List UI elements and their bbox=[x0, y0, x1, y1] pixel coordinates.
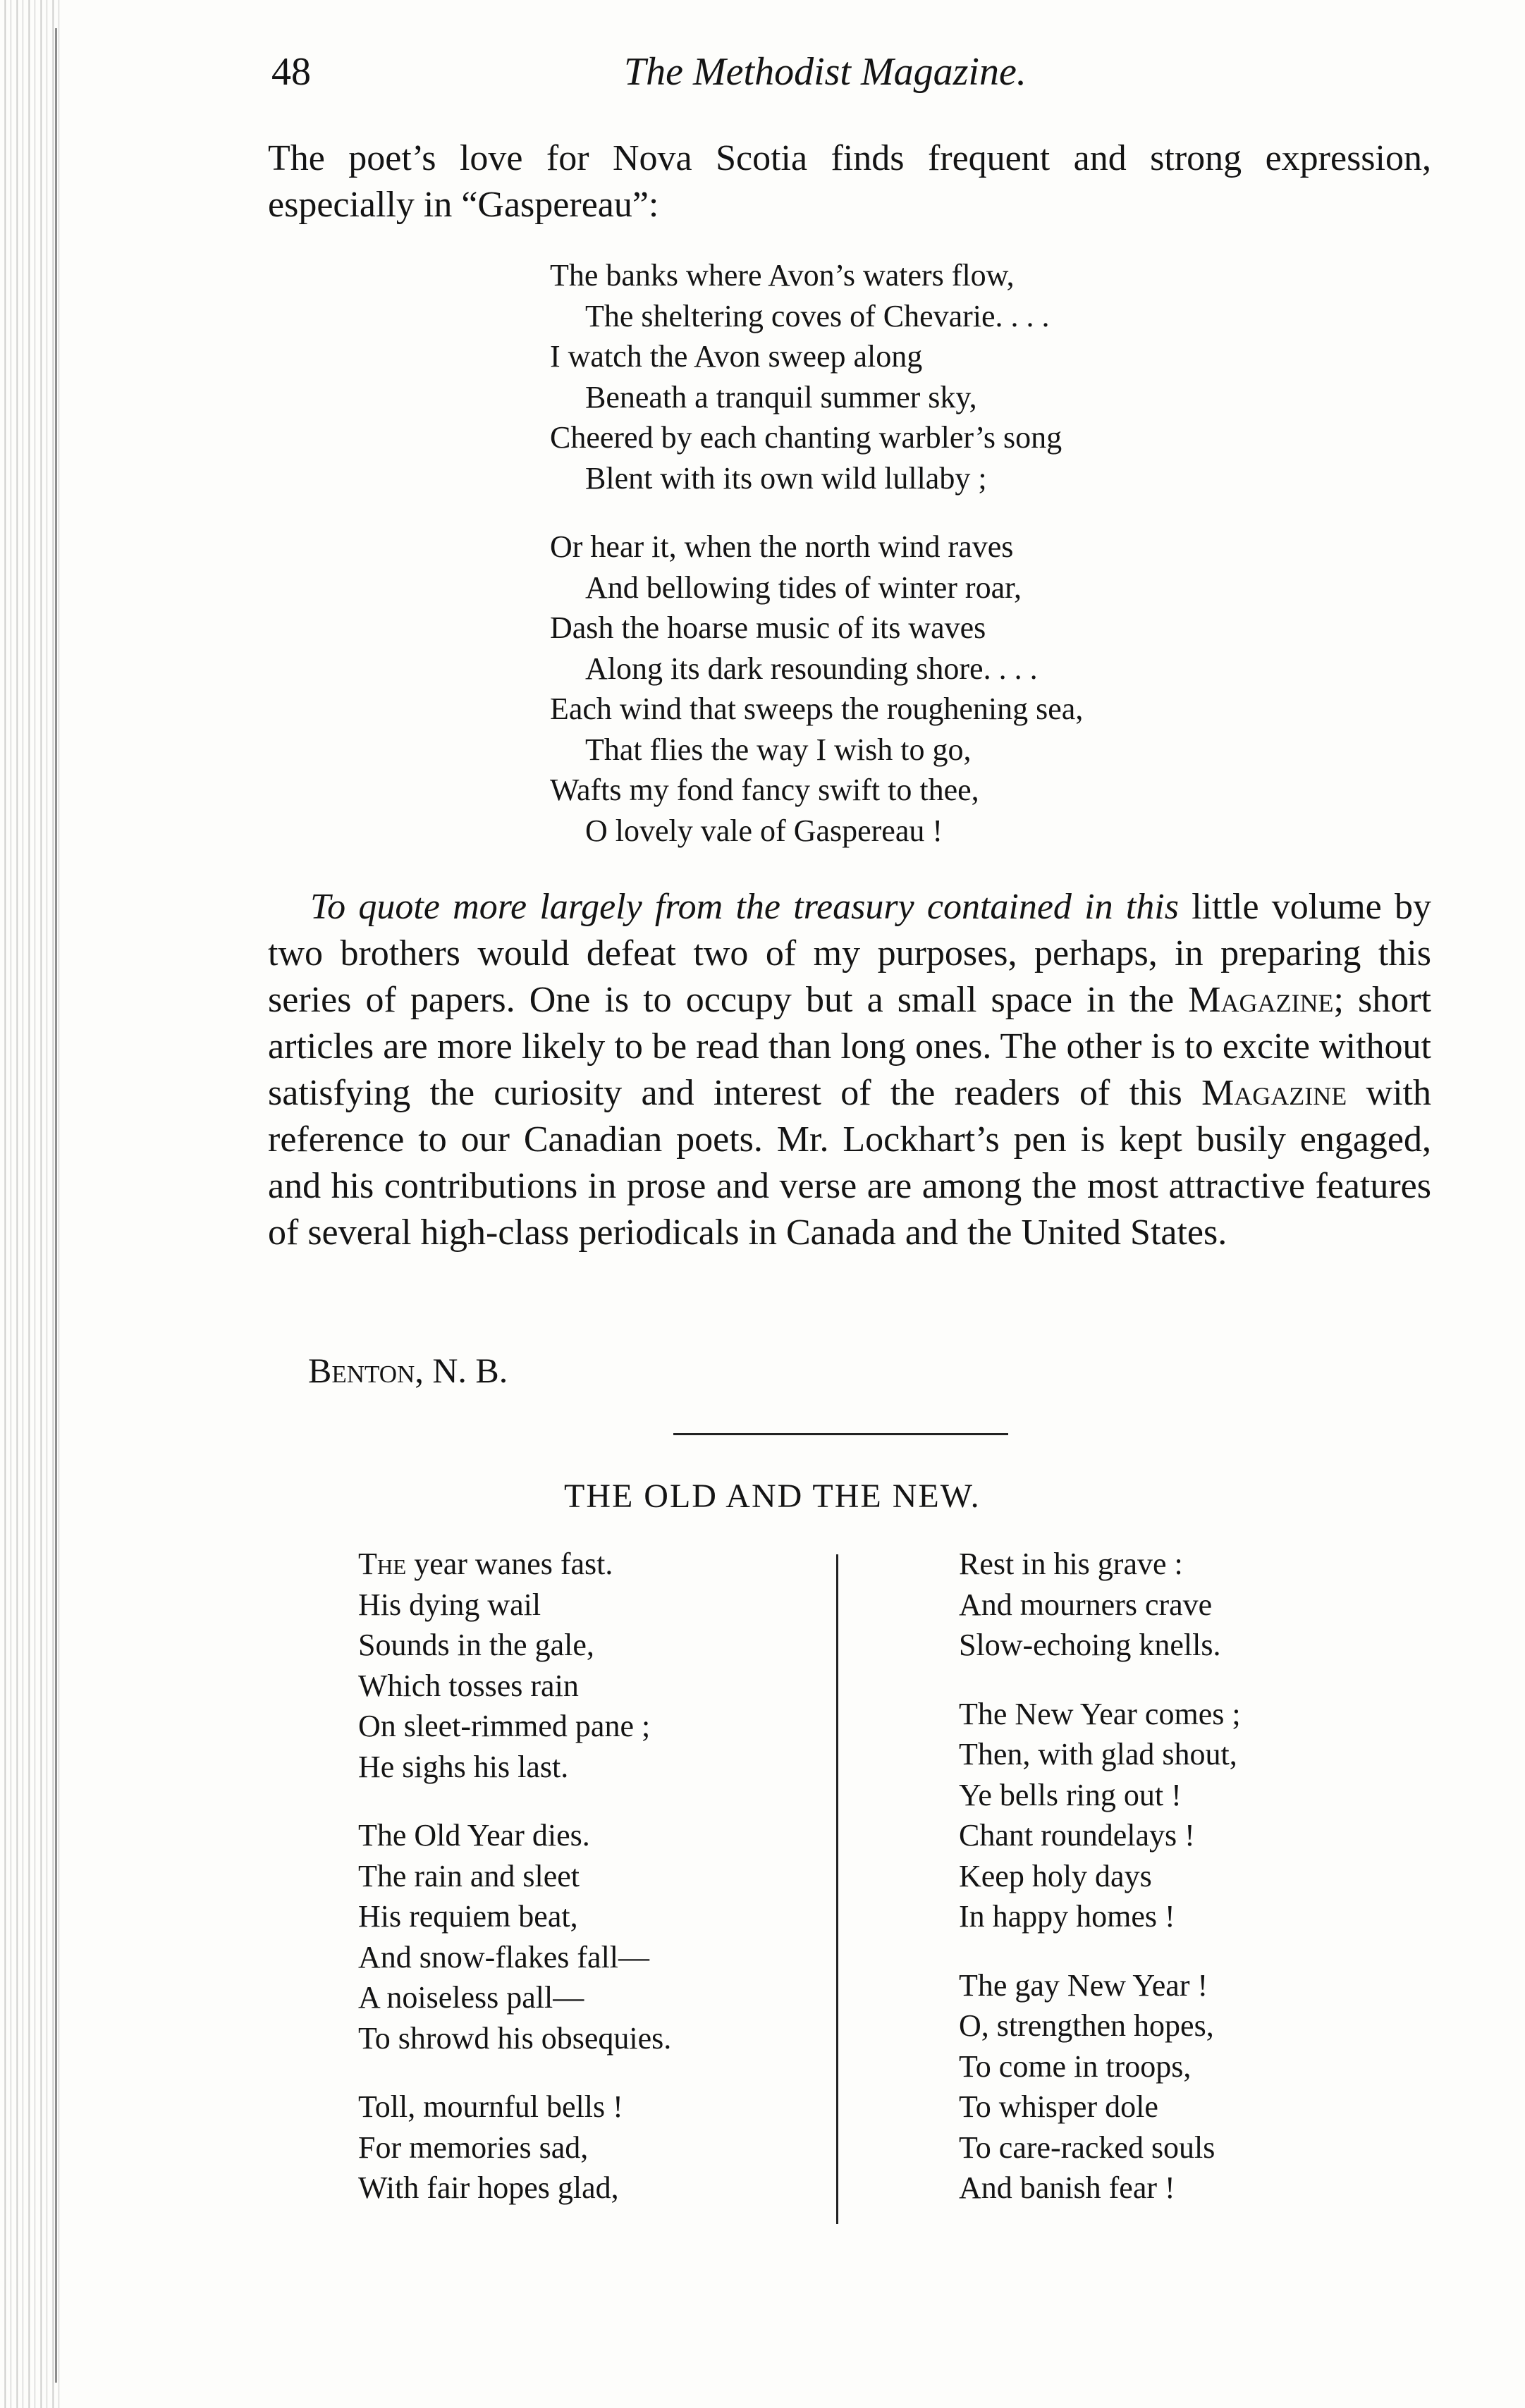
signoff-rest: , N. B. bbox=[415, 1351, 508, 1390]
poem-stanza bbox=[358, 2087, 795, 2209]
verse-line: Then, with glad shout, bbox=[959, 1737, 1237, 1771]
section-rule bbox=[673, 1433, 1008, 1435]
running-head bbox=[271, 49, 1096, 106]
quoted-poem bbox=[550, 255, 1325, 879]
verse-line: Chant roundelays ! bbox=[959, 1818, 1195, 1853]
verse-line: Beneath a tranquil summer sky, bbox=[585, 379, 977, 414]
magazine-word: Magazine bbox=[1201, 1073, 1347, 1113]
verse-line: And snow-flakes fall— bbox=[358, 1939, 650, 1974]
verse-line: And bellowing tides of winter roar, bbox=[585, 570, 1022, 605]
verse-line: His dying wail bbox=[358, 1587, 541, 1622]
verse-line bbox=[358, 1544, 795, 1585]
verse-line: Dash the hoarse music of its waves bbox=[550, 610, 986, 645]
verse-line: The sheltering coves of Chevarie. . . . bbox=[585, 298, 1050, 333]
verse-line: On sleet-rimmed pane ; bbox=[358, 1709, 651, 1743]
binding-line bbox=[55, 28, 57, 2383]
poem-title: THE OLD AND THE NEW. bbox=[564, 1478, 981, 1515]
journal-title: The Methodist Magazine. bbox=[624, 50, 1027, 94]
verse-line: A noiseless pall— bbox=[358, 1980, 584, 2015]
page-number: 48 bbox=[271, 50, 311, 94]
quoted-poem-stanza-1 bbox=[550, 255, 1325, 498]
quoted-poem-stanza-2 bbox=[550, 527, 1325, 851]
poem-stanza bbox=[959, 1694, 1396, 1937]
verse-line: For memories sad, bbox=[358, 2130, 589, 2165]
poem-left-column bbox=[358, 1544, 795, 2237]
verse-line: Wafts my fond fancy swift to thee, bbox=[550, 773, 979, 807]
intro-paragraph-block bbox=[268, 135, 1431, 228]
verse-line: Toll, mournful bells ! bbox=[358, 2089, 623, 2124]
verse-line: Cheered by each chanting warbler’s song bbox=[550, 420, 1062, 455]
verse-line-rest: year wanes fast. bbox=[406, 1547, 613, 1581]
body-paragraph-block bbox=[268, 884, 1431, 1256]
column-divider bbox=[836, 1554, 838, 2224]
verse-line: To care-racked souls bbox=[959, 2130, 1215, 2165]
verse-line: Sounds in the gale, bbox=[358, 1628, 594, 1662]
verse-line: To whisper dole bbox=[959, 2089, 1158, 2124]
verse-line: Blent with its own wild lullaby ; bbox=[585, 460, 987, 496]
verse-line: The gay New Year ! bbox=[959, 1967, 1208, 2003]
verse-line: The Old Year dies. bbox=[358, 1818, 590, 1853]
body-text-3: with reference to our Canadian poets. Mr. Lockhart’s pen is kept busily engaged, and his contributions in prose and verse are among the most attractive features of several high-class periodicals in Canada and the United States. bbox=[268, 1073, 1431, 1253]
poem-right-column bbox=[959, 1544, 1396, 2237]
verse-line: In happy homes ! bbox=[959, 1899, 1175, 1934]
verse-line: Ye bells ring out ! bbox=[959, 1777, 1182, 1812]
verse-line: And mourners crave bbox=[959, 1587, 1213, 1622]
poem-stanza bbox=[959, 1544, 1396, 1666]
verse-line: Which tosses rain bbox=[358, 1668, 579, 1703]
magazine-word: Magazine bbox=[1188, 980, 1334, 1020]
body-text-1: little volume by two brothers would defeat two of my purposes, perhaps, in preparing this series of papers. One is to occupy but a small space in the bbox=[268, 887, 1431, 1020]
intro-paragraph: The poet’s love for Nova Scotia finds frequent and strong expression, especially in “Gaspereau”: bbox=[268, 138, 1431, 225]
verse-line: Rest in his grave : bbox=[959, 1547, 1183, 1581]
signoff-place: Benton bbox=[308, 1351, 415, 1390]
verse-line: He sighs his last. bbox=[358, 1749, 569, 1784]
verse-line: O, strengthen hopes, bbox=[959, 2008, 1214, 2043]
verse-line: I watch the Avon sweep along bbox=[550, 339, 923, 374]
poem-stanza bbox=[358, 1544, 795, 1787]
verse-line: Keep holy days bbox=[959, 1858, 1152, 1893]
poem-stanza bbox=[358, 1815, 795, 2058]
verse-line: Along its dark resounding shore. . . . bbox=[585, 651, 1038, 686]
verse-line: The rain and sleet bbox=[358, 1858, 580, 1893]
poem-first-word: The bbox=[358, 1547, 407, 1581]
verse-line: The banks where Avon’s waters flow, bbox=[550, 258, 1015, 293]
body-italic-lead: To quote more largely from the treasury contained in this bbox=[310, 887, 1179, 927]
poem-stanza bbox=[959, 1965, 1396, 2209]
binding-edge bbox=[0, 0, 63, 2408]
verse-line: Or hear it, when the north wind raves bbox=[550, 529, 1014, 564]
verse-line: That flies the way I wish to go, bbox=[585, 732, 972, 767]
verse-line: O lovely vale of Gaspereau ! bbox=[585, 813, 943, 848]
verse-line: The New Year comes ; bbox=[959, 1696, 1241, 1731]
verse-line: Slow-echoing knells. bbox=[959, 1628, 1221, 1662]
verse-line: Each wind that sweeps the roughening sea, bbox=[550, 692, 1084, 726]
signoff bbox=[308, 1350, 508, 1391]
verse-line: And banish fear ! bbox=[959, 2170, 1175, 2205]
body-paragraph bbox=[268, 884, 1431, 1256]
verse-line: His requiem beat, bbox=[358, 1899, 578, 1934]
verse-line: To shrowd his obsequies. bbox=[358, 2020, 672, 2056]
body-text-2: ; short articles are more likely to be read than long ones. The other is to excite without satisfying the curiosity and interest of the readers of this bbox=[268, 980, 1431, 1113]
verse-line: With fair hopes glad, bbox=[358, 2170, 619, 2205]
verse-line: To come in troops, bbox=[959, 2048, 1192, 2084]
